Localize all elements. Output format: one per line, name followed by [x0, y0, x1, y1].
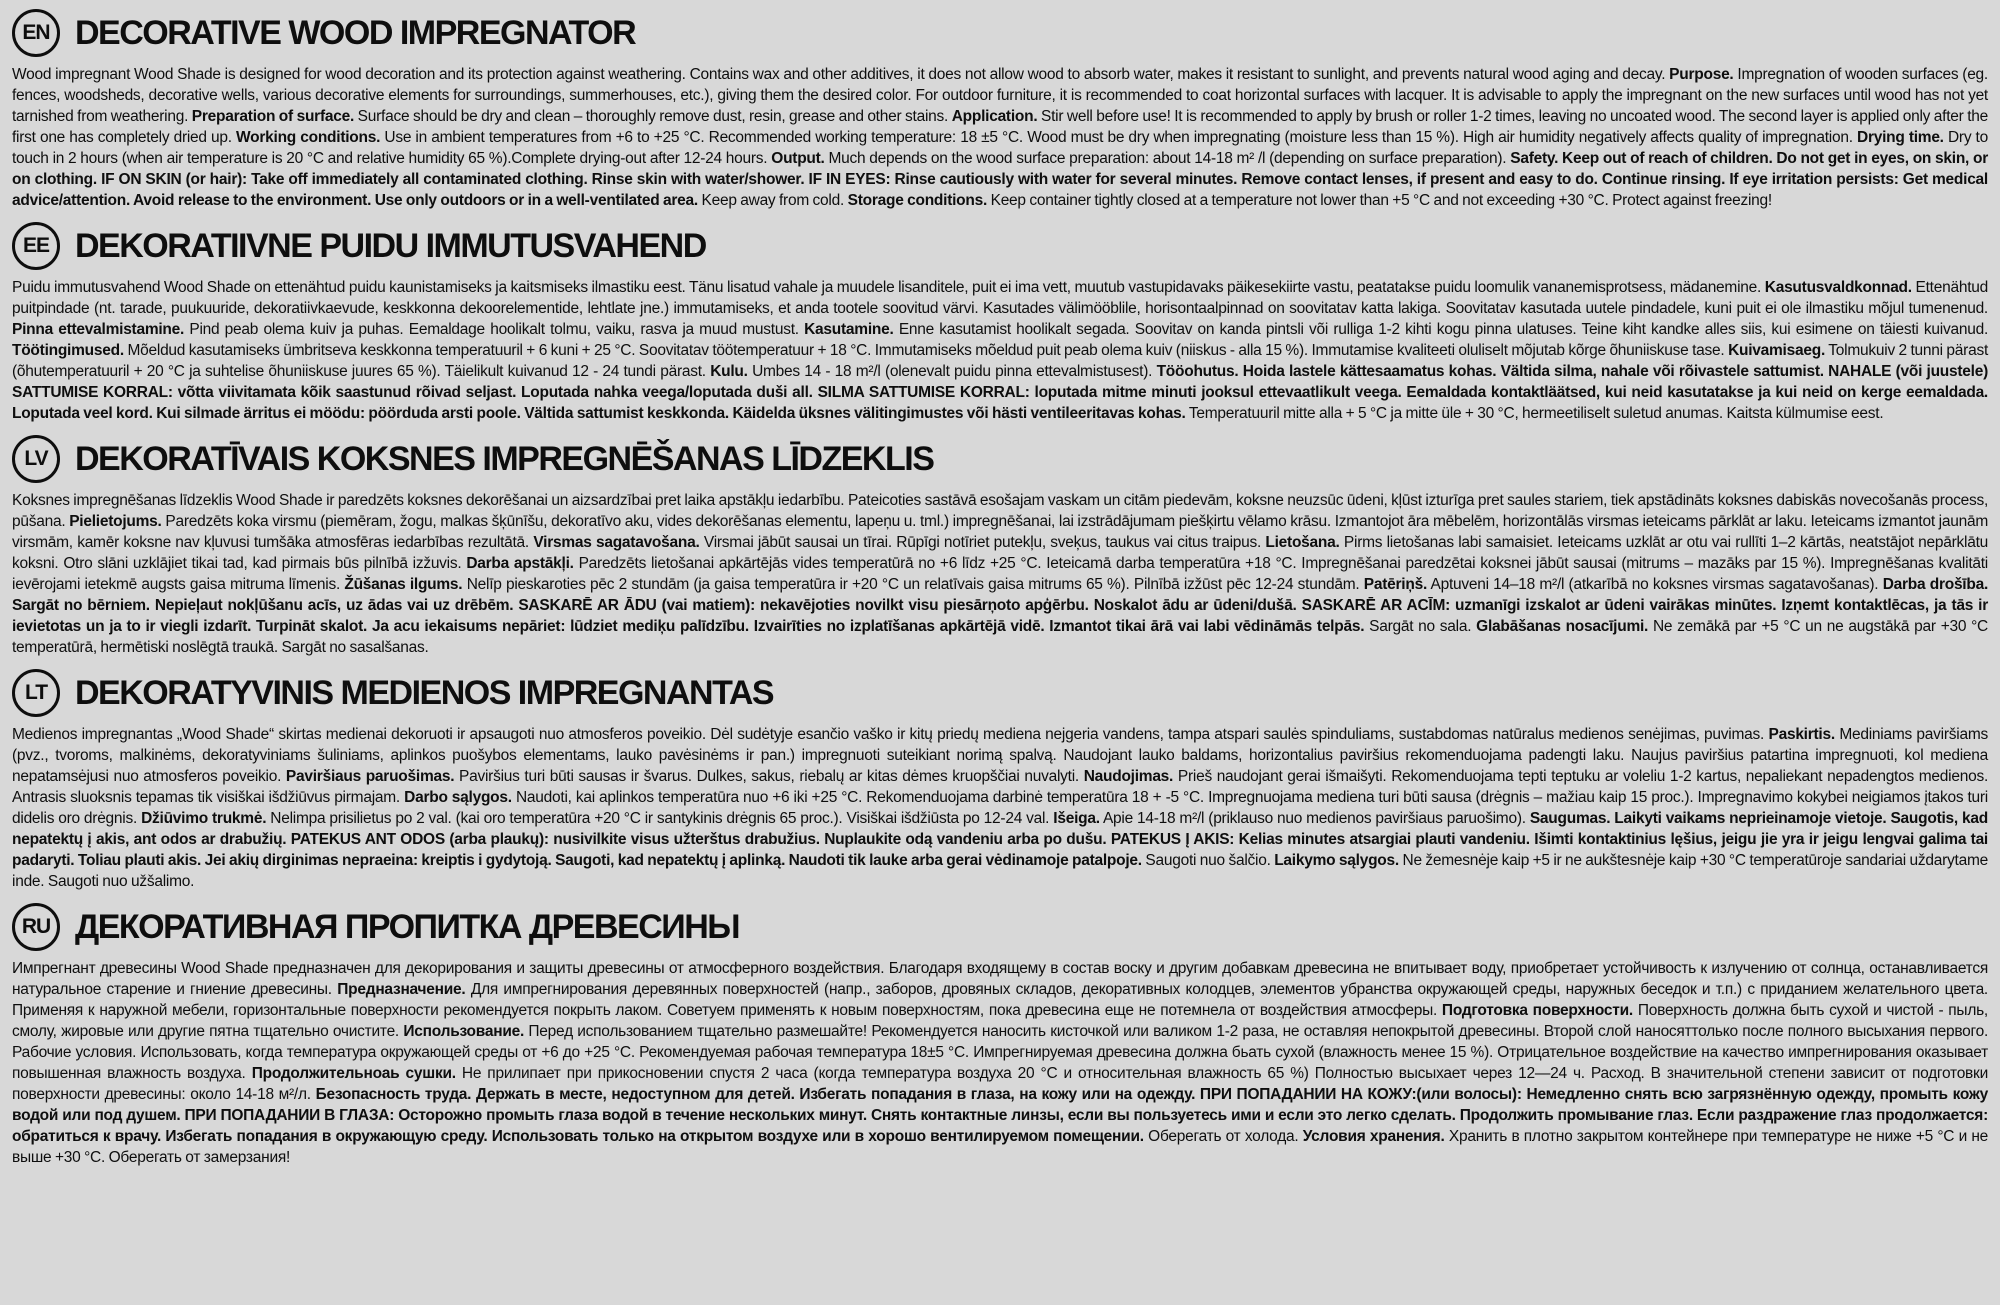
- text-run: Mediniams paviršiams (pvz., tvoroms, malkinėms, dekoratyviniams šuliniams, aplinkos puošybos elementams, lauko pavėsinėms ir pan.) impregnuoti suteikiant norimą spalvą. Naudojant lauko baldams, horizontalius paviršius rekomenduojama padengti laku. Naujus paviršius patartina impregnuoti, kol mediena nepatamsėjusi nuo atmosferos poveikio.: [12, 726, 1988, 785]
- text-run: Keep container tightly closed at a temperature not lower than +5 °C and not exceeding +30 °C. Protect against freezing!: [987, 192, 1772, 209]
- text-run: Paredzēts koka virsmu (piemēram, žogu, malkas šķūnīšu, dekoratīvo aku, vides dekorēšanas elementu, lapeņu u. tml.) impregnēšanai, lai izstrādājumam piešķirtu vēlamo krāsu. Izmantojot āra mēbelēm, horizontālās virsmas ieteicams pārklāt ar laku. Ieteicams izmantot jaunām virsmām, kamēr koksne nav kļuvusi tumšāka atmosfēras iedarbības rezultātā.: [12, 513, 1988, 551]
- text-run: Naudoti, kai aplinkos temperatūra nuo +6 iki +25 °C. Rekomenduojama darbinė temperatūra 18 + -5 °C. Impregnuojama mediena turi būti sausa (drėgnis – mažiau kaip 15 proc.). Impregnavimo kokybei neigiamos įtakos turi didelis oro drėgnis.: [12, 789, 1988, 827]
- text-run: Pind peab olema kuiv ja puhas. Eemaldage hoolikalt tolmu, vaiku, rasva ja muud mustust.: [184, 321, 805, 338]
- text-run: Much depends on the wood surface preparation: about 14-18 m² /l (depending on surface preparation).: [824, 150, 1511, 167]
- text-run: Dry to touch in 2 hours (when air temperature is 20 °C and relative humidity 65 %).Complete drying-out after 12-24 hours.: [12, 129, 1988, 167]
- text-run: Saugoti nuo šalčio.: [1141, 852, 1275, 869]
- section-body: [12, 277, 1988, 424]
- bold-run: Paviršiaus paruošimas.: [285, 768, 455, 785]
- bold-run: Продолжительноаь сушки.: [251, 1065, 456, 1082]
- bold-run: Žūšanas ilgums.: [344, 576, 463, 593]
- text-run: Ne žemesnėje kaip +5 ir ne aukštesnėje kaip +30 °C temperatūroje sandariai uždarytame inde. Saugoti nuo užšalimo.: [12, 852, 1989, 890]
- bold-run: Virsmas sagatavošana.: [533, 534, 700, 551]
- text-run: Surface should be dry and clean – thoroughly remove dust, resin, grease and other stains.: [354, 108, 952, 125]
- text-run: Enne kasutamist hoolikalt segada. Soovitav on kanda pintsli või rulliga 1-2 kihti kogu pinna ulatuses. Teine kiht kandke alles siis, kui esimene on täiesti kuivanud.: [893, 321, 1989, 338]
- bold-run: Laikymo sąlygos.: [1274, 852, 1399, 869]
- section-header: [12, 667, 1988, 719]
- section-header: [12, 7, 1988, 59]
- text-run: Paviršius turi būti sausas ir švarus. Dulkes, sakus, riebalų ar kitas dėmes kruopščiai nuvalyti.: [454, 768, 1084, 785]
- bold-run: Darba drošība. Sargāt no bērniem. Nepieļaut nokļūšanu acīs, uz ādas vai uz drēbēm. SASKARĒ AR ĀDU (vai matiem): nekavējoties novilkt visu piesārņoto apģērbu. Noskalot ādu ar ūdeni/dušā. SASKARĒ AR ACĪM: uzmanīgi izskalot ar ūdeni vairākas minūtes. Izņemt kontaktlēcas, ja tās ir ievietotas un ja to ir viegli izdarīt. Turpināt skalot. Ja acu iekaisums nepāriet: lūdziet mediķu palīdzību. Izvairīties no izplatīšanas apkārtējā vidē. Izmantot tikai ārā vai labi vēdināmās telpās.: [12, 576, 1989, 635]
- bold-run: Безопасность труда. Держать в месте, недоступном для детей. Избегать попадания в глаза, на кожу или на одежду. ПРИ ПОПАДАНИИ НА КОЖУ:(или волосы): Немедленно снять всю загрязнённую одежду, промыть кожу водой или под душем. ПРИ ПОПАДАНИИ В ГЛАЗА: Осторожно промыть глаза водой в течение нескольких минут. Снять контактные линзы, если вы пользуетесь ими и если это легко сделать. Продолжить промывание глаз. Если раздражение глаз продолжается: обратиться к врачу. Избегать попадания в окружающую среду. Использовать только на открытом воздухе или в хорошо вентилируемом помещении.: [12, 1086, 1988, 1145]
- text-run: Koksnes impregnēšanas līdzeklis Wood Shade ir paredzēts koksnes dekorēšanai un aizsardzībai pret laika apstākļu iedarbību. Pateicoties sastāvā esošajam vaskam un citām piedevām, koksne neuzsūc ūdeni, kļūst izturīga pret saules stariem, tiek apstādināts koksnes dabiskās novecošanās process, pūšana.: [12, 492, 1988, 530]
- language-badge-ru: RU: [12, 903, 60, 951]
- text-run: Umbes 14 - 18 m²/l (olenevalt puidu pinna ettevalmistusest).: [747, 363, 1157, 380]
- bold-run: Application.: [951, 108, 1038, 125]
- section-title: DEKORATIIVNE PUIDU IMMUTUSVAHEND: [75, 226, 706, 265]
- text-run: Paredzēts lietošanai apkārtējās vides temperatūrā no +6 līdz +25 °C. Ieteicamā darba temperatūra +18 °C. Impregnēšanai paredzētai koksnei jābūt sausai (mitrums – mazāks par 15 %). Impregnēšanas kvalitāti ievērojami ietekmē augsts gaisa mitruma līmenis.: [12, 555, 1988, 593]
- bold-run: Условия хранения.: [1302, 1128, 1445, 1145]
- bold-run: Išeiga.: [1053, 810, 1100, 827]
- text-run: Prieš naudojant gerai išmaišyti. Rekomenduojama tepti teptuku ar voleliu 1-2 kartus, nepaliekant nepadengtos medienos. Antrasis sluoksnis tepamas tik visiškai išdžiūvus pirmajam.: [12, 768, 1989, 806]
- section-title: ДЕКОРАТИВНАЯ ПРОПИТКА ДРЕВЕСИНЫ: [75, 907, 740, 946]
- language-badge-lv: LV: [12, 435, 60, 483]
- text-run: Virsmai jābūt sausai un tīrai. Rūpīgi notīriet putekļu, sveķus, taukus vai citus traipus.: [699, 534, 1266, 551]
- text-run: Puidu immutusvahend Wood Shade on ettenähtud puidu kaunistamiseks ja kaitsmiseks ilmastiku eest. Tänu lisatud vahale ja muudele lisanditele, puit ei ima vett, muutub vastupidavaks päikesekiirte vastu, peatatakse puidu loomulik vananemisprotsess, mädanemine.: [12, 279, 1765, 296]
- bold-run: Paskirtis.: [1768, 726, 1835, 743]
- language-badge-lt: LT: [12, 669, 60, 717]
- text-run: Хранить в плотно закрытом контейнере при температуре не ниже +5 °C и не выше +30 °C. Оберегать от замерзания!: [12, 1128, 1989, 1166]
- bold-run: Naudojimas.: [1083, 768, 1174, 785]
- bold-run: Töötingimused.: [12, 342, 124, 359]
- section-body: [12, 958, 1988, 1168]
- section-ee: [12, 220, 1988, 424]
- bold-run: Kuivamisaeg.: [1728, 342, 1825, 359]
- section-body: [12, 64, 1988, 211]
- text-run: Mõeldud kasutamiseks ümbritseva keskkonna temperatuuril + 6 kuni + 25 °C. Soovitatav töötemperatuur + 18 °C. Immutamiseks mõeldud puit peab olema kuiv (niiskus - alla 15 %). Immutamise kvaliteeti oluliselt mõjutab kõrge õhuniiskuse tase.: [123, 342, 1729, 359]
- bold-run: Darbo sąlygos.: [404, 789, 512, 806]
- bold-run: Pinna ettevalmistamine.: [12, 321, 185, 338]
- bold-run: Purpose.: [1669, 66, 1734, 83]
- text-run: Tolmukuiv 2 tunni pärast (õhutemperatuuril + 20 °C ja suhtelise õhuniiskuse juures 65 %). Täielikult kuivanud 12 - 24 tundi pärast.: [12, 342, 1988, 380]
- bold-run: Safety. Keep out of reach of children. Do not get in eyes, on skin, or on clothing. IF ON SKIN (or hair): Take off immediately all contaminated clothing. Rinse skin with water/shower. IF IN EYES: Rinse cautiously with water for several minutes. Remove contact lenses, if present and easy to do. Continue rinsing. If eye irritation persists: Get medical advice/attention. Avoid release to the environment. Use only outdoors or in a well-ventilated area.: [12, 150, 1988, 209]
- bold-run: Подготовка поверхности.: [1441, 1002, 1633, 1019]
- text-run: Use in ambient temperatures from +6 to +25 °C. Recommended working temperature: 18 ±5 °C. Wood must be dry when impregnating (moisture less than 15 %). High air humidity negatively affects quality of impregnation.: [380, 129, 1857, 146]
- bold-run: Glabāšanas nosacījumi.: [1476, 618, 1649, 635]
- section-header: [12, 433, 1988, 485]
- section-en: [12, 7, 1988, 211]
- bold-run: Drying time.: [1857, 129, 1944, 146]
- section-body: [12, 724, 1988, 892]
- bold-run: Kasutusvaldkonnad.: [1764, 279, 1912, 296]
- text-run: Stir well before use! It is recommended to apply by brush or roller 1-2 times, leaving no uncoated wood. The second layer is applied only after the first one has completely dried up.: [12, 108, 1989, 146]
- bold-run: Tööohutus. Hoida lastele kättesaamatus kohas. Vältida silma, nahale või rõivastele sattumist. NAHALE (või juustele) SATTUMISE KORRAL: võtta viivitamata kõik saastunud rõivad seljast. Loputada nahka veega/loputada duši all. SILMA SATTUMISE KORRAL: loputada mitme minuti jooksul ettevaatlikult veega. Eemaldada kontaktläätsed, kui neid kasutatakse ja kui neid on kerge eemaldada. Loputada veel kord. Kui silmade ärritus ei möödu: pöörduda arsti poole. Vältida sattumist keskkonda. Käidelda üksnes välitingimustes või hästi ventileeritavas kohas.: [12, 363, 1988, 422]
- bold-run: Working conditions.: [236, 129, 381, 146]
- section-title: DEKORATĪVAIS KOKSNES IMPREGNĒŠANAS LĪDZEKLIS: [75, 439, 934, 478]
- language-badge-en: EN: [12, 9, 60, 57]
- bold-run: Džiūvimo trukmė.: [141, 810, 267, 827]
- language-badge-ee: EE: [12, 222, 60, 270]
- text-run: Перед использованием тщательно размешайте! Рекомендуется наносить кисточкой или валиком 1-2 раза, не оставляя непокрытой древесины. Второй слой наносяттолько после полного высыхания первого. Рабочие условия. Использовать, когда температура окружающей среды от +6 до +25 °C. Рекомендуемая рабочая температура 18±5 °C. Импрегнируемая древесина должна бьать сухой (влажность менее 15 %). Отрицательное воздействие на качество импрегнирования оказывает повышенная влажность воздуха.: [12, 1023, 1989, 1082]
- text-run: Wood impregnant Wood Shade is designed for wood decoration and its protection against weathering. Contains wax and other additives, it does not allow wood to absorb water, makes it resistant to sunlight, and prevents natural wood aging and decay.: [12, 66, 1670, 83]
- text-run: Поверхность должна быть сухой и чистой - пыль, смолу, жировые или другие пятна тщательно очистите.: [12, 1002, 1988, 1040]
- bold-run: Darba apstākļi.: [466, 555, 574, 572]
- text-run: Keep away from cold.: [697, 192, 848, 209]
- section-ru: [12, 901, 1988, 1168]
- text-run: Impregnation of wooden surfaces (eg. fences, woodsheds, decorative wells, various decorative elements for surroundings, summerhouses, etc.), giving them the desired color. For outdoor furniture, it is recommended to coat horizontal surfaces with lacquer. It is advisable to apply the impregnant on the new surfaces until wood has not yet tarnished from weathering.: [12, 66, 1988, 125]
- text-run: Pirms lietošanas labi samaisiet. Ieteicams uzklāt ar otu vai rullīti 1–2 kārtās, neatstājot nepārklātu koksni. Otro slāni uzklājiet tikai tad, kad pirmais būs pilnībā izžuvis.: [12, 534, 1989, 572]
- bold-run: Использование.: [403, 1023, 525, 1040]
- bold-run: Saugumas. Laikyti vaikams neprieinamoje vietoje. Saugotis, kad nepatektų į akis, ant odos ar drabužių. PATEKUS ANT ODOS (arba plaukų): nusivilkite visus užterštus drabužius. Nuplaukite odą vandeniu arba po dušu. PATEKUS Į AKIS: Kelias minutes atsargiai plauti vandeniu. Išimti kontaktinius lęšius, jeigu jie yra ir jeigu lengvai galima tai padaryti. Toliau plauti akis. Jei akių dirginimas nepraeina: kreiptis i gydytoją. Saugoti, kad nepatektų į aplinką. Naudoti tik lauke arba gerai vėdinamoje patalpoje.: [12, 810, 1988, 869]
- section-title: DEKORATYVINIS MEDIENOS IMPREGNANTAS: [75, 673, 774, 712]
- text-run: Не прилипает при прикосновении спустя 2 часа (когда температура воздуха 20 °C и относительная влажность 65 %) Полностью высыхает через 12—24 ч. Расход. В значительной степени зависит от подготовки поверхности древесины: около 14-18 м²/л.: [12, 1065, 1988, 1103]
- bold-run: Lietošana.: [1265, 534, 1340, 551]
- bold-run: Patēriņš.: [1363, 576, 1428, 593]
- text-run: Sargāt no sala.: [1364, 618, 1477, 635]
- text-run: Aptuveni 14–18 m²/l (atkarībā no koksnes virsmas sagatavošanas).: [1427, 576, 1883, 593]
- section-lv: [12, 433, 1988, 658]
- section-lt: [12, 667, 1988, 892]
- label-sections: [12, 7, 1988, 1168]
- text-run: Ne zemākā par +5 °C un ne augstākā par +30 °C temperatūrā, hermētiski noslēgtā traukā. Sargāt no sasalšanas.: [12, 618, 1988, 656]
- text-run: Nelimpa prisilietus po 2 val. (kai oro temperatūra +20 °C ir santykinis drėgnis 65 proc.). Visiškai išdžiūsta po 12-24 val.: [266, 810, 1054, 827]
- text-run: Для импрегнирования деревянных поверхностей (напр., заборов, дровяных складов, декоративных колодцев, элементов убранства окружающей среды, наружных беседок и т.п.) с приданием желательного цвета. Применяя к наружной мебели, горизонтальные поверхности рекомендуется покрыть лаком. Советуем применять к новым поверхностям, пока древесина еще не потемнела от воздействия атмосферы.: [12, 981, 1988, 1019]
- bold-run: Pielietojums.: [69, 513, 162, 530]
- bold-run: Output.: [771, 150, 825, 167]
- text-run: Apie 14-18 m²/l (priklauso nuo medienos paviršiaus paruošimo).: [1099, 810, 1530, 827]
- text-run: Ettenähtud puitpindade (nt. tarade, puukuuride, dekoratiivkaevude, keskkonna dekoorelementide, lehtlate jne.) immutamiseks, et anda tootele soovitud värvi. Kasutades välimööblile, horisontaalpinnad on soovitatav katta lakiga. Soovitatav kasutada uutele pindadele, kuni puit ei ole ilmastiku mõjul tumenenud.: [12, 279, 1988, 317]
- bold-run: Предназначение.: [337, 981, 466, 998]
- bold-run: Preparation of surface.: [191, 108, 355, 125]
- bold-run: Storage conditions.: [847, 192, 988, 209]
- text-run: Nelīp pieskaroties pēc 2 stundām (ja gaisa temperatūra ir +20 °C un relatīvais gaisa mitrums 65 %). Pilnībā izžūst pēc 12-24 stundām.: [462, 576, 1364, 593]
- bold-run: Kulu.: [710, 363, 748, 380]
- text-run: Temperatuuril mitte alla + 5 °C ja mitte üle + 30 °C, hermeetiliselt suletud anumas. Kaitsta külmumise eest.: [1185, 405, 1884, 422]
- text-run: Импрегнант древесины Wood Shade предназначен для декорирования и защиты древесины от атмосферного воздействия. Благодаря входящему в состав воску и другим добавкам древесина не впитывает воду, приобретает устойчивость к излучению от солнца, останавливается натуральное старение и гниение древесины.: [12, 960, 1988, 998]
- text-run: Оберегать от холода.: [1143, 1128, 1303, 1145]
- section-header: [12, 220, 1988, 272]
- text-run: Medienos impregnantas „Wood Shade“ skirtas medienai dekoruoti ir apsaugoti nuo atmosferos poveikio. Dėl sudėtyje esančio vaško ir kitų priedų mediena nejgeria vandens, tampa atspari saulės spinduliams, sustabdomas natūralus medienos senėjimas, puvimas.: [12, 726, 1769, 743]
- bold-run: Kasutamine.: [804, 321, 894, 338]
- section-title: DECORATIVE WOOD IMPREGNATOR: [75, 13, 636, 52]
- section-body: [12, 490, 1988, 658]
- section-header: [12, 901, 1988, 953]
